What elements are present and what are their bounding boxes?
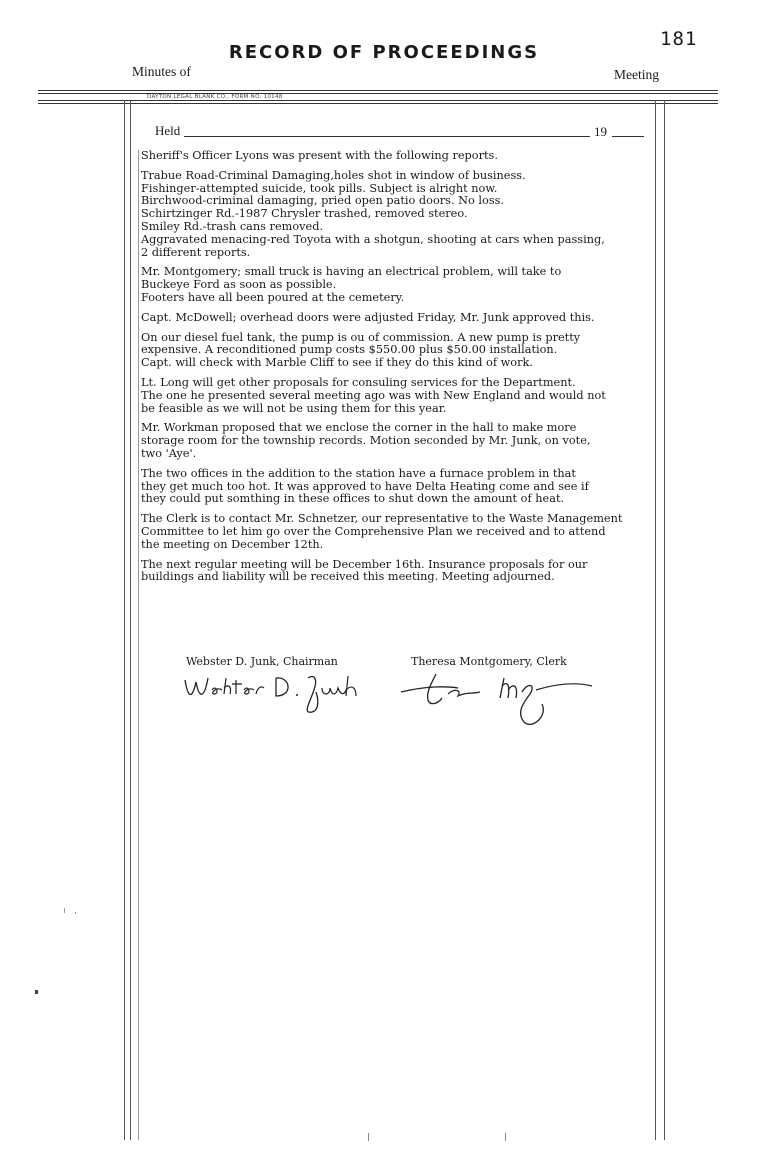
clerk-handwritten-signature — [396, 668, 596, 728]
meeting-label: Meeting — [614, 67, 659, 82]
held-blank-line — [184, 136, 590, 137]
chairman-handwritten-signature — [180, 668, 370, 718]
left-margin-line-inner — [130, 100, 131, 1140]
document-title: RECORD OF PROCEEDINGS — [228, 42, 540, 63]
scan-speck — [368, 1133, 369, 1141]
clerk-signature-name: Theresa Montgomery, Clerk — [411, 655, 567, 668]
minutes-of-label: Minutes of — [132, 64, 191, 79]
paragraph-sheriff-reports: Trabue Road-Criminal Damaging,holes shot in window of business. Fishinger-attempted suicide, took pills. Subject is alright now. Birchwood-criminal damaging, pried open patio doors. No loss. Schirtzinger Rd.-1987 Chrysler trashed, removed stereo. Smiley Rd.-trash cans removed. Aggravated menacing-red Toyota with a shotgun, shooting at cars when passing, 2 different reports. — [141, 168, 605, 259]
scan-speck — [35, 990, 38, 994]
paragraph-montgomery: Mr. Montgomery; small truck is having an electrical problem, will take to Buckeye Ford as soon as possible. Footers have all been poured at the cemetery. — [141, 265, 562, 304]
paragraph-furnace: The two offices in the addition to the station have a furnace problem in that they get much too hot. It was approved to have Delta Heating come and see if they could put somthing in these offices to shut down the amount of heat. — [141, 466, 589, 506]
header-rule-bottom — [38, 100, 718, 101]
scan-speck — [75, 912, 76, 914]
left-margin-line-text — [138, 150, 139, 1140]
page-number: 181 — [660, 28, 698, 50]
paragraph-clerk-schnetzer: The Clerk is to contact Mr. Schnetzer, our representative to the Waste Management Committee to let him go over the Comprehensive Plan we received and to attend the meeting on December 12th. — [141, 512, 623, 551]
paragraph-diesel-pump: On our diesel fuel tank, the pump is ou of commission. A new pump is pretty expensive. A reconditioned pump costs $550.00 plus $50.00 installation. Capt. will check with Marble Cliff to see if they do this kind of work. — [141, 330, 581, 370]
paragraph-mcdowell: Capt. McDowell; overhead doors were adjusted Friday, Mr. Junk approved this. — [141, 310, 595, 324]
header-rule-middle — [38, 93, 718, 94]
paragraph-lt-long: Lt. Long will get other proposals for consuling services for the Department. The one he presented several meeting ago was with New England and would not be feasible as we will not be using them for this year. — [141, 375, 606, 415]
chairman-signature-name: Webster D. Junk, Chairman — [186, 655, 338, 668]
header-rule-top — [38, 90, 718, 91]
left-margin-line-outer — [124, 100, 125, 1140]
scan-speck — [505, 1133, 506, 1141]
year-label: 19 — [594, 124, 607, 139]
paragraph-workman-motion: Mr. Workman proposed that we enclose the corner in the hall to make more storage room for the township records. Motion seconded by Mr. Junk, on vote, two 'Aye'. — [141, 421, 591, 460]
paragraph-next-meeting: The next regular meeting will be December 16th. Insurance proposals for our buildings and liability will be received this meeting. Meeting adjourned. — [141, 557, 588, 584]
form-number: DAYTON LEGAL BLANK CO., FORM NO. 10148 — [147, 94, 283, 100]
minutes-body — [141, 150, 669, 591]
held-label: Held — [155, 123, 181, 138]
year-blank-line — [612, 136, 644, 137]
header-rule-bottom-2 — [38, 103, 718, 104]
paragraph-sheriff-intro: Sheriff's Officer Lyons was present with the following reports. — [141, 149, 498, 162]
scan-speck — [64, 908, 65, 913]
